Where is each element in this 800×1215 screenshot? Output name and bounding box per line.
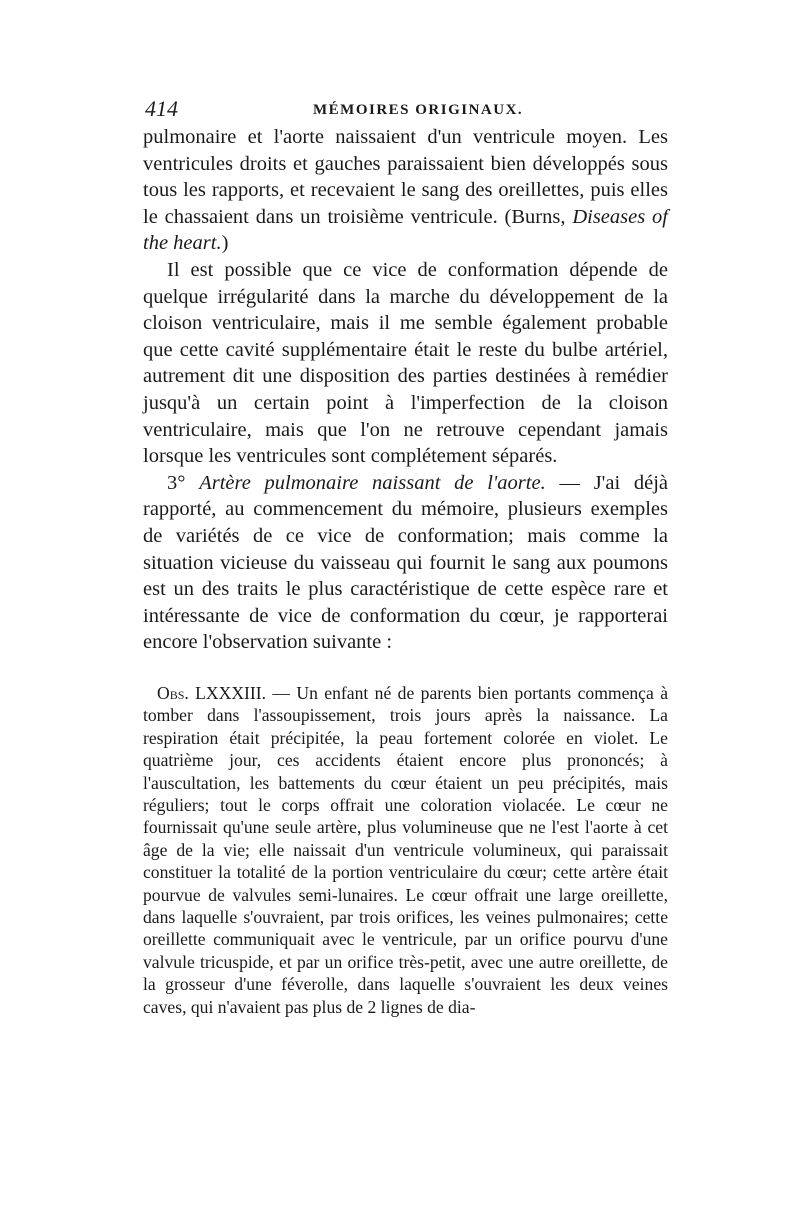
citation-close: )	[221, 232, 229, 255]
page-header	[143, 96, 668, 124]
running-head: MÉMOIRES ORIGINAUX.	[313, 102, 524, 118]
observation-paragraph	[143, 682, 668, 1018]
page-number: 414	[145, 96, 178, 121]
page	[143, 96, 668, 1018]
paragraph-1-text: pulmonaire et l'aorte naissaient d'un ventricule moyen. Les ventricules droits et gauches paraissaient bien développés sous tous les rapports, et recevaient le sang des oreillettes, puis elles le chassaient dans un troisième ventricule. (Burns,	[143, 126, 668, 228]
paragraph-1	[143, 124, 668, 257]
citation: Diseases of the heart.	[143, 205, 668, 255]
paragraph-3-text: — J'ai déjà rapporté, au commencement du mémoire, plusieurs exemples de variétés de ce vice de conformation; mais comme la situation vicieuse du vaisseau qui fournit le sang aux poumons est un des traits le plus caractéristique de cette espèce rare et intéressante de vice de conformation du cœur, je rapporterai encore l'observation suivante :	[143, 471, 669, 654]
section-title: Artère pulmonaire naissant de l'aorte.	[199, 471, 546, 494]
main-text	[143, 124, 668, 656]
paragraph-3	[143, 470, 668, 656]
paragraph-2: Il est possible que ce vice de conformation dépende de quelque irrégularité dans la marche du développement de la cloison ventriculaire, mais il me semble également probable que cette cavité supplémentaire était le reste du bulbe artériel, autrement dit une disposition des parties destinées à remédier jusqu'à un certain point à l'imperfection de la cloison ventriculaire, mais que l'on ne retrouve cependant jamais lorsque les ventricules sont complétement séparés.	[143, 258, 668, 468]
observation-block	[143, 682, 668, 1018]
observation-text: — Un enfant né de parents bien portants commença à tomber dans l'assoupissement, trois jours après la naissance. La respiration était précipitée, la peau fortement colorée en violet. Le quatrième jour, ces accidents étaient encore plus prononcés; à l'auscultation, les battements du cœur étaient un peu précipités, mais réguliers; tout le corps offrait une coloration violacée. Le cœur ne fournissait qu'une seule artère, plus volumineuse que ne l'est l'aorte à cet âge de la vie; elle naissait d'un ventricule volumineux, qui paraissait constituer la totalité de la portion ventriculaire du cœur; cette artère était pourvue de valvules semi-lunaires. Le cœur offrait une large oreillette, dans laquelle s'ouvraient, par trois orifices, les veines pulmonaires; cette oreillette communiquait avec le ventricule, par un orifice pourvu d'une valvule tricuspide, et par un orifice très-petit, avec une autre oreillette, de la grosseur d'une féverolle, dans laquelle s'ouvraient les deux veines caves, qui n'avaient pas plus de 2 lignes de dia-	[143, 682, 668, 1017]
observation-label: Obs. LXXXIII.	[157, 682, 267, 703]
section-number: 3°	[167, 471, 186, 494]
